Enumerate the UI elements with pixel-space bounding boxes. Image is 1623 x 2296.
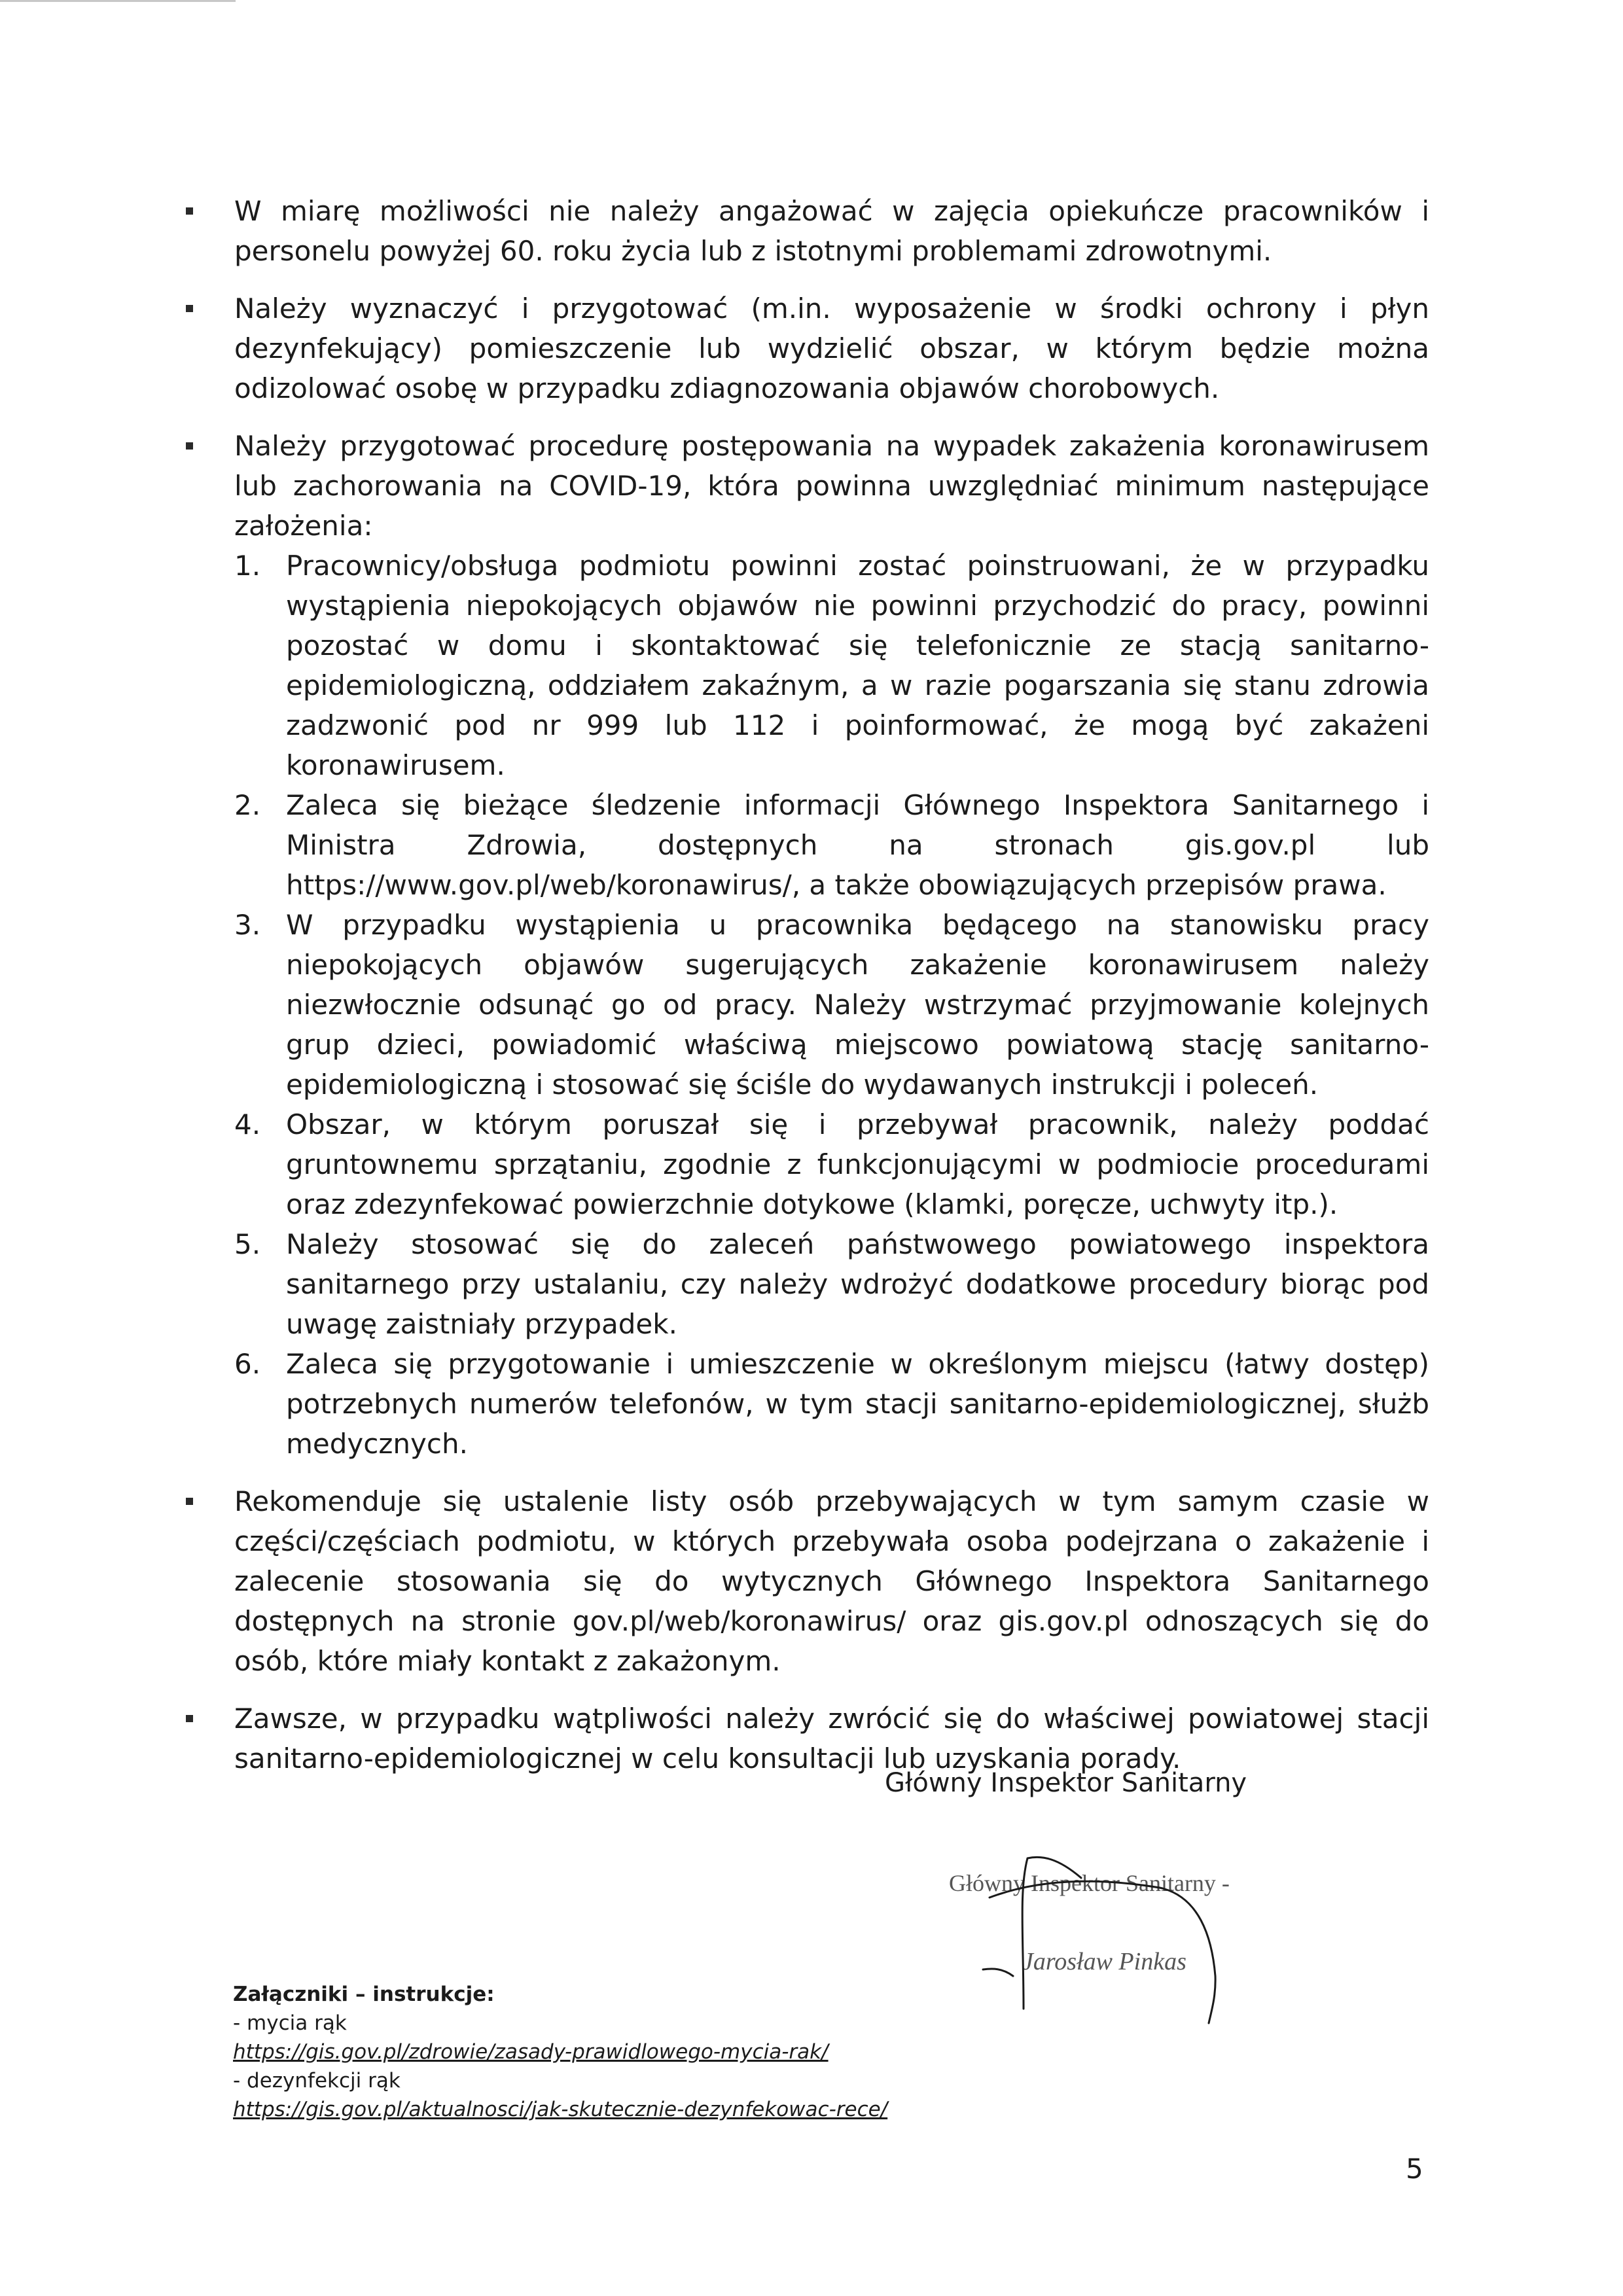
- procedure-step: [234, 1344, 1429, 1464]
- bullet-item: [234, 191, 1429, 271]
- square-bullet-icon: [186, 305, 193, 312]
- step-number: 3.: [234, 909, 261, 941]
- bullet-item: [234, 1481, 1429, 1681]
- step-number: 2.: [234, 789, 261, 821]
- square-bullet-icon: [186, 1498, 193, 1505]
- procedure-step: [234, 1104, 1429, 1224]
- attachment-label: - dezynfekcji rąk: [233, 2069, 401, 2093]
- bullet-text: W miarę możliwości nie należy angażować w zajęcia opiekuńcze pracowników i personelu powyżej 60. roku życia lub z istotnymi problemami zdrowotnymi.: [234, 195, 1429, 267]
- attachment-label: - mycia rąk: [233, 2011, 347, 2035]
- signature-block: [885, 1767, 1343, 1975]
- hand-disinfection-link[interactable]: https://gis.gov.pl/aktualnosci/jak-skutecznie-dezynfekowac-rece/: [233, 2098, 888, 2121]
- step-text: Obszar, w którym poruszał się i przebywał pracownik, należy poddać gruntownemu sprzątaniu, zgodnie z funkcjonującymi w podmiocie procedurami oraz zdezynfekować powierzchnie dotykowe (klamki, poręcze, uchwyty itp.).: [286, 1108, 1429, 1220]
- step-text: Zaleca się bieżące śledzenie informacji Głównego Inspektora Sanitarnego i Ministra Zdrowia, dostępnych na stronach gis.gov.pl lub https://www.gov.pl/web/koronawirus/, a także obowiązujących przepisów prawa.: [286, 789, 1429, 901]
- procedure-step: [234, 546, 1429, 785]
- step-text: Pracownicy/obsługa podmiotu powinni zostać poinstruowani, że w przypadku wystąpienia niepokojących objawów nie powinni przychodzić do pracy, powinni pozostać w domu i skontaktować się telefonicznie ze stacją sanitarno-epidemiologiczną, oddziałem zakaźnym, a w razie pogarszania się stanu zdrowia zadzwonić pod nr 999 lub 112 i poinformować, że mogą być zakażeni koronawirusem.: [286, 550, 1429, 781]
- square-bullet-icon: [186, 442, 193, 450]
- hand-washing-link[interactable]: https://gis.gov.pl/zdrowie/zasady-prawidlowego-mycia-rak/: [233, 2040, 829, 2064]
- square-bullet-icon: [186, 207, 193, 215]
- procedure-steps-list: [234, 546, 1429, 1464]
- scan-edge-mark: [0, 0, 236, 2]
- stamp-title: Główny Inspektor Sanitarny -: [949, 1870, 1230, 1896]
- procedure-step: [234, 905, 1429, 1104]
- page-number: 5: [1406, 2153, 1423, 2185]
- square-bullet-icon: [186, 1715, 193, 1722]
- bullet-item: [234, 426, 1429, 1464]
- procedure-step: [234, 785, 1429, 905]
- step-text: Należy stosować się do zaleceń państwowego powiatowego inspektora sanitarnego przy ustalaniu, czy należy wdrożyć dodatkowe procedury biorąc pod uwagę zaistniały przypadek.: [286, 1228, 1429, 1340]
- step-number: 6.: [234, 1348, 261, 1380]
- step-number: 1.: [234, 550, 261, 582]
- step-number: 4.: [234, 1108, 261, 1140]
- bullet-text: Zawsze, w przypadku wątpliwości należy zwrócić się do właściwej powiatowej stacji sanitarno-epidemiologicznej w celu konsultacji lub uzyskania porady.: [234, 1703, 1429, 1775]
- bullet-text: Należy przygotować procedurę postępowania na wypadek zakażenia koronawirusem lub zachorowania na COVID-19, która powinna uwzględniać minimum następujące założenia:: [234, 430, 1429, 542]
- bullet-text: Rekomenduje się ustalenie listy osób przebywających w tym samym czasie w części/częściach podmiotu, w których przebywała osoba podejrzana o zakażenie i zalecenie stosowania się do wytycznych Głównego Inspektora Sanitarnego dostępnych na stronie gov.pl/web/koronawirus/ oraz gis.gov.pl odnoszących się do osób, które miały kontakt z zakażonym.: [234, 1485, 1429, 1677]
- step-number: 5.: [234, 1228, 261, 1260]
- procedure-step: [234, 1224, 1429, 1344]
- attachments-section: [233, 1980, 953, 2124]
- step-text: Zaleca się przygotowanie i umieszczenie w określonym miejscu (łatwy dostęp) potrzebnych numerów telefonów, w tym stacji sanitarno-epidemiologicznej, służb medycznych.: [286, 1348, 1429, 1460]
- stamp-name: Jarosław Pinkas: [1022, 1948, 1186, 1975]
- attachments-heading: Załączniki – instrukcje:: [233, 1983, 495, 2006]
- signatory-title: Główny Inspektor Sanitarny: [885, 1768, 1247, 1798]
- recommendations-list: [234, 191, 1429, 1796]
- step-text: W przypadku wystąpienia u pracownika będącego na stanowisku pracy niepokojących objawów sugerujących zakażenie koronawirusem należy niezwłocznie odsunąć go od pracy. Należy wstrzymać przyjmowanie kolejnych grup dzieci, powiadomić właściwą miejscowo powiatową stację sanitarno-epidemiologiczną i stosować się ściśle do wydawanych instrukcji i poleceń.: [286, 909, 1429, 1101]
- bullet-item: [234, 289, 1429, 408]
- signature-stamp: [885, 1839, 1343, 2055]
- bullet-text: Należy wyznaczyć i przygotować (m.in. wyposażenie w środki ochrony i płyn dezynfekujący) pomieszczenie lub wydzielić obszar, w którym będzie można odizolować osobę w przypadku zdiagnozowania objawów chorobowych.: [234, 292, 1429, 404]
